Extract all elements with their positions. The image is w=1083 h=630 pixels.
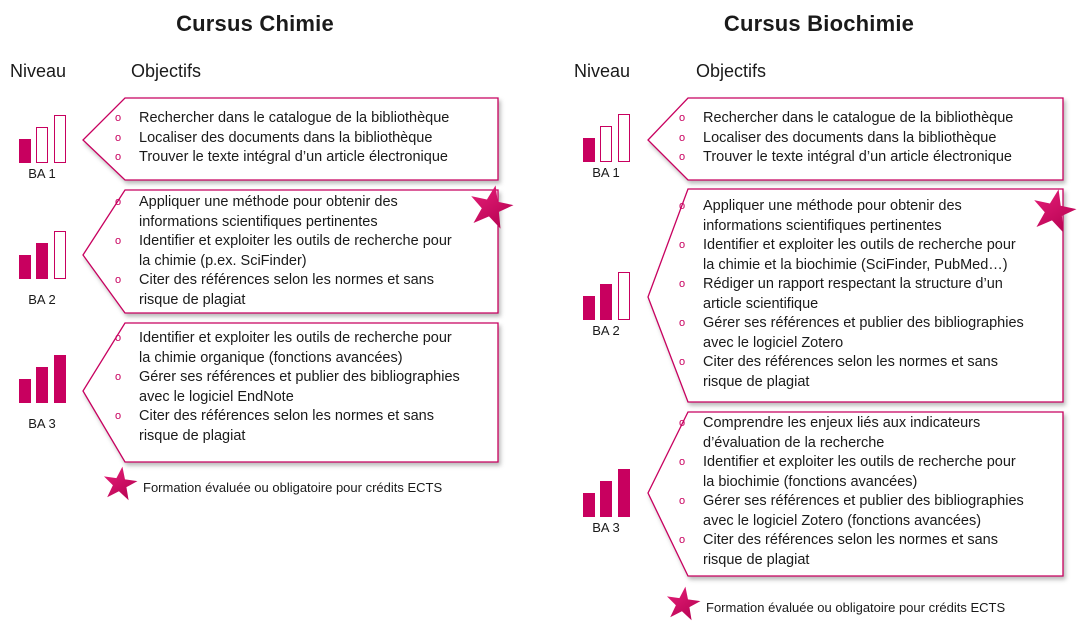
- objectives-list: [679, 197, 1024, 392]
- objective-line: Rédiger un rapport respectant la structure d’un: [703, 276, 1003, 292]
- bar-filled: [583, 296, 595, 320]
- level-bars-icon: [583, 469, 631, 517]
- objectives-list: [115, 329, 460, 446]
- objective-line: Rechercher dans le catalogue de la bibliothèque: [139, 110, 450, 126]
- bullet-icon: o: [679, 495, 686, 507]
- objective-item: [679, 236, 1024, 275]
- bar-outline: [618, 272, 630, 320]
- niveau-header: Niveau: [574, 61, 631, 81]
- bullet-icon: o: [115, 371, 122, 383]
- objective-line: Citer des références selon les normes et sans: [139, 408, 434, 424]
- objective-line: Citer des références selon les normes et sans: [703, 532, 998, 548]
- objective-line: la biochimie (fonctions avancées): [703, 473, 918, 490]
- bar-filled: [600, 481, 612, 517]
- bullet-icon: o: [679, 239, 686, 251]
- level-label: BA 1: [28, 166, 56, 181]
- bar-filled: [583, 138, 595, 162]
- objective-line: Gérer ses références et publier des bibliographies: [703, 493, 1024, 509]
- objectives-list: [679, 414, 1024, 570]
- bar-outline: [54, 231, 66, 279]
- bullet-icon: o: [679, 456, 686, 468]
- objective-item: [115, 193, 452, 232]
- objective-line: Localiser des documents dans la bibliothèque: [703, 129, 997, 146]
- objective-line: Localiser des documents dans la bibliothèque: [139, 129, 433, 146]
- objective-line: Citer des références selon les normes et sans: [139, 272, 434, 288]
- objective-item: [679, 531, 1024, 570]
- objective-line: la chimie et la biochimie (SciFinder, PubMed…): [703, 256, 1008, 273]
- bullet-icon: o: [679, 356, 686, 368]
- bullet-icon: o: [679, 131, 686, 144]
- objective-item: [679, 129, 1013, 149]
- objective-line: Identifier et exploiter les outils de recherche pour: [139, 233, 452, 249]
- star-icon: [665, 585, 701, 621]
- objective-item: [115, 109, 449, 129]
- bar-filled: [583, 493, 595, 517]
- objectives-list: [115, 193, 452, 310]
- objective-line: Identifier et exploiter les outils de recherche pour: [703, 454, 1016, 470]
- bullet-icon: o: [115, 112, 122, 124]
- level-bars-icon: [583, 114, 631, 162]
- bar-outline: [600, 126, 612, 162]
- level-bars-icon: [583, 272, 631, 320]
- level-label: BA 1: [592, 165, 620, 180]
- bar-outline: [36, 127, 48, 163]
- objective-item: [679, 197, 1024, 236]
- objective-line: Appliquer une méthode pour obtenir des: [703, 198, 962, 214]
- niveau-header: Niveau: [10, 61, 67, 81]
- bullet-icon: o: [679, 151, 686, 163]
- objective-line: Trouver le texte intégral d’un article électronique: [139, 149, 448, 165]
- bar-filled: [618, 469, 630, 517]
- bar-outline: [618, 114, 630, 162]
- objective-item: [115, 129, 449, 149]
- objective-line: Identifier et exploiter les outils de recherche pour: [703, 237, 1016, 253]
- objectives-list: [679, 109, 1013, 168]
- panel-title-biochimie: Cursus Biochimie: [723, 11, 915, 36]
- bullet-icon: o: [115, 235, 122, 247]
- level-label: BA 2: [28, 292, 56, 307]
- objective-line: Appliquer une méthode pour obtenir des: [139, 194, 398, 210]
- bar-filled: [19, 379, 31, 403]
- bullet-icon: o: [679, 200, 686, 212]
- legend-text: Formation évaluée ou obligatoire pour crédits ECTS: [706, 600, 1006, 615]
- bullet-icon: o: [679, 278, 686, 290]
- level-bars-icon: [19, 231, 67, 279]
- objective-line: avec le logiciel Zotero: [703, 334, 844, 351]
- objective-line: la chimie organique (fonctions avancées): [139, 349, 403, 366]
- objective-line: Gérer ses références et publier des bibliographies: [703, 315, 1024, 331]
- objective-line: risque de plagiat: [139, 291, 246, 308]
- objective-item: [679, 492, 1024, 531]
- bar-filled: [600, 284, 612, 320]
- objective-item: [679, 453, 1024, 492]
- bullet-icon: o: [679, 112, 686, 124]
- objective-line: risque de plagiat: [703, 373, 810, 390]
- objective-item: [115, 232, 452, 271]
- objective-item: [679, 314, 1024, 353]
- star-icon: [468, 183, 514, 229]
- objective-line: d’évaluation de la recherche: [703, 434, 885, 451]
- objective-item: [115, 407, 460, 446]
- objective-item: [115, 329, 460, 368]
- objective-line: avec le logiciel EndNote: [139, 388, 294, 405]
- level-bars-icon: [19, 355, 67, 403]
- bar-filled: [19, 139, 31, 163]
- star-icon: [1031, 187, 1077, 233]
- objectives-list: [115, 109, 449, 168]
- objective-line: informations scientifiques pertinentes: [703, 217, 942, 234]
- bullet-icon: o: [679, 417, 686, 429]
- bar-filled: [36, 243, 48, 279]
- star-icon: [102, 465, 138, 501]
- objective-item: [679, 109, 1013, 129]
- objective-item: [679, 353, 1024, 392]
- objective-line: Comprendre les enjeux liés aux indicateurs: [703, 415, 981, 431]
- bar-outline: [54, 115, 66, 163]
- objective-line: article scientifique: [703, 295, 819, 312]
- objective-item: [115, 148, 449, 168]
- bullet-icon: o: [115, 274, 122, 286]
- bar-filled: [54, 355, 66, 403]
- bullet-icon: o: [115, 131, 122, 144]
- objective-line: risque de plagiat: [703, 551, 810, 568]
- objective-item: [679, 148, 1013, 168]
- objective-line: Identifier et exploiter les outils de recherche pour: [139, 330, 452, 346]
- bullet-icon: o: [115, 151, 122, 163]
- objective-item: [679, 414, 1024, 453]
- objectifs-header: Objectifs: [131, 61, 202, 81]
- panel-title-chimie: Cursus Chimie: [176, 11, 334, 36]
- objective-line: risque de plagiat: [139, 427, 246, 444]
- bar-filled: [19, 255, 31, 279]
- objectifs-header: Objectifs: [696, 61, 767, 81]
- bullet-icon: o: [115, 332, 122, 344]
- objective-item: [115, 271, 452, 310]
- level-bars-icon: [19, 115, 67, 163]
- level-label: BA 3: [592, 520, 620, 535]
- objective-line: Citer des références selon les normes et sans: [703, 354, 998, 370]
- objective-line: Trouver le texte intégral d’un article électronique: [703, 149, 1012, 165]
- bar-filled: [36, 367, 48, 403]
- objective-item: [679, 275, 1024, 314]
- objective-item: [115, 368, 460, 407]
- objective-line: informations scientifiques pertinentes: [139, 213, 378, 230]
- objective-line: Gérer ses références et publier des bibliographies: [139, 369, 460, 385]
- bullet-icon: o: [679, 317, 686, 329]
- objective-line: Rechercher dans le catalogue de la bibliothèque: [703, 110, 1014, 126]
- level-label: BA 2: [592, 323, 620, 338]
- legend-text: Formation évaluée ou obligatoire pour crédits ECTS: [143, 480, 443, 495]
- objective-line: la chimie (p.ex. SciFinder): [139, 252, 307, 269]
- bullet-icon: o: [115, 196, 122, 208]
- bullet-icon: o: [115, 410, 122, 422]
- objective-line: avec le logiciel Zotero (fonctions avancées): [703, 512, 982, 529]
- bullet-icon: o: [679, 534, 686, 546]
- level-label: BA 3: [28, 416, 56, 431]
